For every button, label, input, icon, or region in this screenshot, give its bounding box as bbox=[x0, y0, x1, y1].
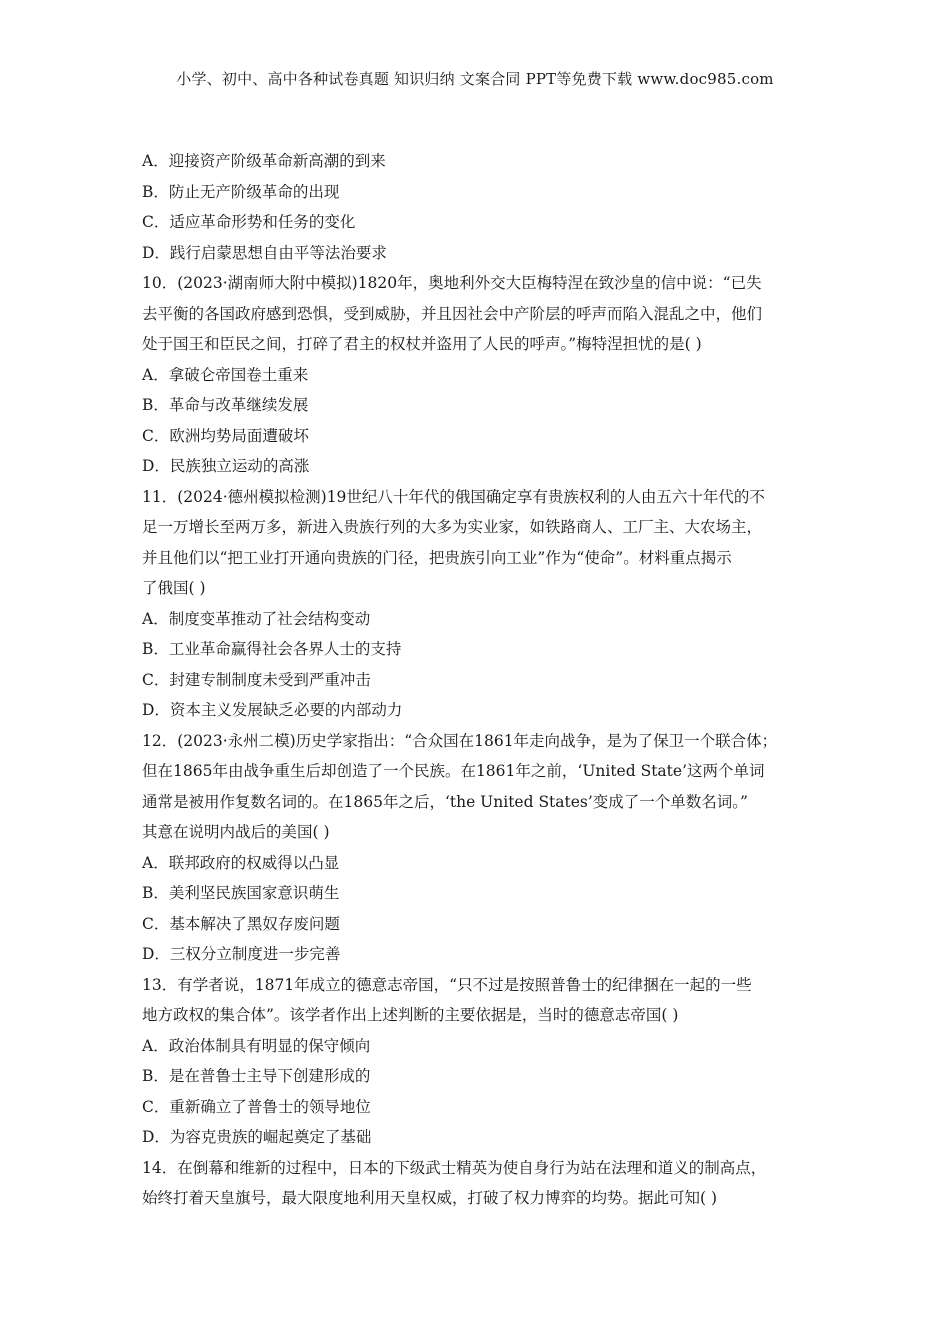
q10-stem-line-1: 10．(2023·湖南师大附中模拟)1820年，奥地利外交大臣梅特涅在致沙皇的信中说：“已失 bbox=[142, 274, 762, 292]
q13-option-b: B．是在普鲁士主导下创建形成的 bbox=[142, 1067, 371, 1085]
q14-stem-line-1: 14．在倒幕和维新的过程中，日本的下级武士精英为使自身行为站在法理和道义的制高点， bbox=[142, 1158, 767, 1177]
q12-option-b: B．美利坚民族国家意识萌生 bbox=[142, 884, 340, 902]
q12-option-a: A．联邦政府的权威得以凸显 bbox=[142, 853, 340, 872]
q11-option-c: C．封建专制制度未受到严重冲击 bbox=[142, 670, 371, 689]
q10-option-a: A．拿破仑帝国卷土重来 bbox=[142, 365, 309, 384]
header-site-text: 小学、初中、高中各种试卷真题 知识归纳 文案合同 PPT等免费下载 www.doc985.com bbox=[176, 70, 774, 88]
q10-option-b: B．革命与改革继续发展 bbox=[142, 396, 309, 414]
q9-option-b: B．防止无产阶级革命的出现 bbox=[142, 182, 340, 201]
q9-option-c: C．适应革命形势和任务的变化 bbox=[142, 213, 356, 231]
q9-option-d: D．践行启蒙思想自由平等法治要求 bbox=[142, 243, 387, 262]
question-13 bbox=[142, 970, 812, 1153]
q14-stem-line-2: 始终打着天皇旗号，最大限度地利用天皇权威，打破了权力博弈的均势。据此可知( ) bbox=[142, 1189, 718, 1207]
q13-stem-line-2: 地方政权的集合体”。该学者作出上述判断的主要依据是，当时的德意志帝国( ) bbox=[142, 1006, 679, 1024]
q10-option-c: C．欧洲均势局面遭破坏 bbox=[142, 426, 309, 445]
q12-stem-line-2: 但在1865年由战争重生后却创造了一个民族。在1861年之前，‘United State’这两个单词 bbox=[142, 762, 765, 780]
q11-stem-line-2: 足一万增长至两万多，新进入贵族行列的大多为实业家，如铁路商人、工厂主、大农场主， bbox=[142, 518, 763, 536]
q11-stem-line-1: 11．(2024·德州模拟检测)19世纪八十年代的俄国确定享有贵族权利的人由五六十年代的不 bbox=[142, 487, 765, 506]
q13-option-d: D．为容克贵族的崛起奠定了基础 bbox=[142, 1128, 372, 1146]
q11-option-b: B．工业革命赢得社会各界人士的支持 bbox=[142, 640, 402, 658]
q13-stem-line-1: 13．有学者说，1871年成立的德意志帝国，“只不过是按照普鲁士的纪律捆在一起的一些 bbox=[142, 975, 752, 994]
q12-option-d: D．三权分立制度进一步完善 bbox=[142, 945, 341, 963]
page-header bbox=[0, 68, 950, 89]
q10-stem-line-2: 去平衡的各国政府感到恐惧，受到威胁，并且因社会中产阶层的呼声而陷入混乱之中，他们 bbox=[142, 304, 763, 323]
q10-option-d: D．民族独立运动的高涨 bbox=[142, 457, 310, 475]
q12-stem-line-3: 通常是被用作复数名词的。在1865年之后，‘the United States’变成了一个单数名词。” bbox=[142, 792, 748, 811]
q11-option-a: A．制度变革推动了社会结构变动 bbox=[142, 609, 371, 628]
q13-option-c: C．重新确立了普鲁士的领导地位 bbox=[142, 1097, 371, 1116]
question-11 bbox=[142, 482, 812, 726]
q12-stem-line-4: 其意在说明内战后的美国( ) bbox=[142, 823, 330, 841]
question-9-options bbox=[142, 146, 812, 268]
q11-stem-line-4: 了俄国( ) bbox=[142, 579, 206, 597]
q11-stem-line-3: 并且他们以“把工业打开通向贵族的门径，把贵族引向工业”作为“使命”。材料重点揭示 bbox=[142, 548, 732, 567]
question-12 bbox=[142, 726, 812, 970]
question-10 bbox=[142, 268, 812, 482]
q10-stem-line-3: 处于国王和臣民之间，打碎了君主的权杖并盗用了人民的呼声。”梅特涅担忧的是( ) bbox=[142, 335, 702, 353]
exam-content bbox=[142, 146, 812, 1214]
question-14 bbox=[142, 1153, 812, 1214]
q9-option-a: A．迎接资产阶级革命新高潮的到来 bbox=[142, 152, 386, 170]
q12-stem-line-1: 12．(2023·永州二模)历史学家指出：“合众国在1861年走向战争，是为了保卫一个联合体； bbox=[142, 731, 778, 750]
q11-option-d: D．资本主义发展缺乏必要的内部动力 bbox=[142, 701, 403, 719]
q12-option-c: C．基本解决了黑奴存废问题 bbox=[142, 914, 340, 933]
q13-option-a: A．政治体制具有明显的保守倾向 bbox=[142, 1036, 371, 1055]
